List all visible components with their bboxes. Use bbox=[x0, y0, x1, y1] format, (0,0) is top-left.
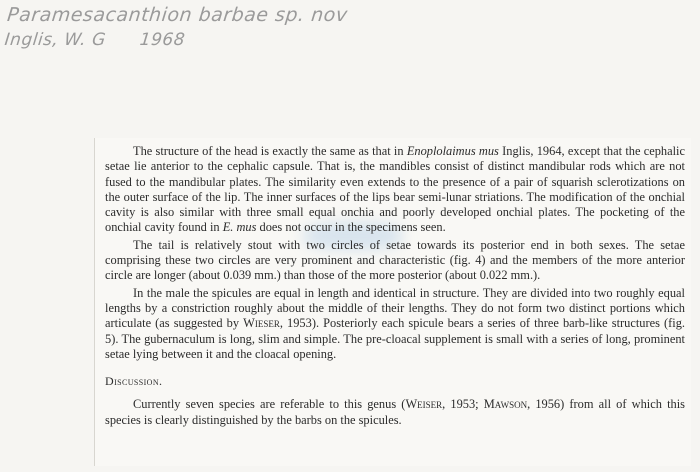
pencil-annotation bbox=[4, 4, 349, 51]
annotation-year: 1968 bbox=[138, 30, 187, 50]
species-name-abbrev: E. mus bbox=[222, 220, 257, 235]
annotation-author: Inglis, W. G bbox=[3, 30, 107, 50]
paragraph-spicules: In the male the spicules are equal in length and identical in structure. They are divided into two roughly equal lengths by a constriction roughly about the middle of their lengths. They do not form two distinct portions which articulate (as suggested by Wieser, 1953). Posteriorly each spicule bears a series of three barb-like structures (fig. 5). The gubernaculum is long, slim and simple. The pre-cloacal supplement is small with a series of long, prominent setae lying between it and the cloacal opening. bbox=[105, 285, 686, 361]
paragraph-head-structure: The structure of the head is exactly the same as that in Enoplolaimus mus Inglis, 1964, except that the cephalic setae lie anterior to the cephalic capsule. That is, the mandibles consist of distinct mandibular rods which are not fused to the mandibular plates. The similarity even extends to the presence of a pair of squarish sclerotizations on the outer surface of the lip. The inner surfaces of the lips bear semi-lunar striations. The modification of the onchial cavity is also similar with three small equal onchia and poorly developed onchial plates. The pocketing of the onchial cavity found in E. mus does not occur in the specimens seen. bbox=[105, 144, 686, 235]
paragraph-discussion: Currently seven species are referable to this genus (Weiser, 1953; Mawson, 1956) from all of which this species is clearly distinguished by the barbs on the spicules. bbox=[105, 397, 685, 427]
author-citation: Mawson bbox=[483, 397, 528, 412]
scanned-page bbox=[94, 138, 691, 466]
annotation-author-line bbox=[4, 29, 347, 51]
author-citation: Weiser bbox=[405, 397, 443, 412]
species-name: Enoplolaimus mus bbox=[406, 144, 499, 158]
section-heading: Discussion. bbox=[105, 374, 163, 389]
paragraph-tail: The tail is relatively stout with two circles of setae towards its posterior end in both sexes. The setae comprising these two circles are very prominent and characteristic (fig. 4) and the members of the more anterior circle are longer (about 0.039 mm.) than those of the more posterior (about 0.022 mm.). bbox=[105, 237, 685, 283]
body-text bbox=[105, 144, 685, 428]
author-citation: Wieser bbox=[243, 316, 280, 331]
annotation-species-name: Paramesacanthion barbae sp. nov bbox=[6, 4, 349, 26]
